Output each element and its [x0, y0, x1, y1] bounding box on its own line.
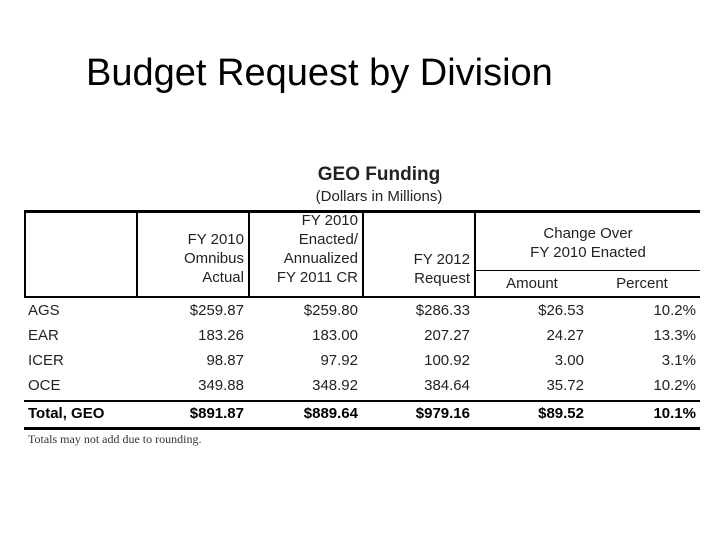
total-percent: 10.1%	[653, 405, 696, 422]
row-ear-amount: 24.27	[546, 327, 584, 344]
row-ags-fy2010-actual: $259.87	[189, 302, 244, 319]
total-fy2010-enacted: $889.64	[303, 405, 358, 422]
vrule-3	[248, 210, 250, 298]
row-icer-percent: 3.1%	[661, 352, 696, 369]
rule-total-top	[24, 400, 700, 402]
total-fy2012-request: $979.16	[415, 405, 470, 422]
row-oce-amount: 35.72	[546, 377, 584, 394]
slide-title: Budget Request by Division	[86, 52, 553, 94]
vrule-2	[136, 210, 138, 298]
header-fy2012-request: FY 2012 Request	[413, 251, 470, 287]
row-ear-percent: 13.3%	[653, 327, 696, 344]
row-ear-fy2010-actual: 183.26	[198, 327, 244, 344]
rule-bottom	[24, 427, 700, 430]
row-ags-fy2010-enacted: $259.80	[303, 302, 358, 319]
total-fy2010-actual: $891.87	[189, 405, 244, 422]
row-oce-fy2012-request: 384.64	[424, 377, 470, 394]
total-amount: $89.52	[538, 405, 584, 422]
vrule-1	[24, 210, 26, 298]
row-ags-fy2012-request: $286.33	[415, 302, 470, 319]
vrule-5	[474, 210, 476, 298]
rounding-note: Totals may not add due to rounding.	[28, 432, 202, 446]
row-icer-fy2010-enacted: 97.92	[320, 352, 358, 369]
row-oce-division: OCE	[28, 377, 61, 394]
header-change-group: Change Over FY 2010 Enacted	[530, 225, 646, 261]
row-icer-fy2010-actual: 98.87	[206, 352, 244, 369]
row-icer-fy2012-request: 100.92	[424, 352, 470, 369]
table-subtitle: (Dollars in Millions)	[315, 188, 443, 205]
header-amount: Amount	[506, 275, 558, 292]
row-oce-percent: 10.2%	[653, 377, 696, 394]
row-ags-percent: 10.2%	[653, 302, 696, 319]
row-oce-fy2010-actual: 349.88	[198, 377, 244, 394]
total-division: Total, GEO	[28, 405, 105, 422]
vrule-4	[362, 210, 364, 298]
row-oce-fy2010-enacted: 348.92	[312, 377, 358, 394]
header-fy2010-actual: FY 2010 Omnibus Actual	[183, 231, 244, 286]
table-title: GEO Funding	[317, 164, 441, 185]
row-ear-division: EAR	[28, 327, 59, 344]
row-icer-amount: 3.00	[554, 352, 584, 369]
header-percent: Percent	[616, 275, 668, 292]
header-fy2010-enacted: FY 2010 Enacted/ Annualized FY 2011 CR	[276, 212, 358, 286]
table-grid	[24, 210, 700, 458]
row-icer-division: ICER	[28, 352, 64, 369]
rule-change-group	[476, 270, 700, 271]
row-ags-division: AGS	[28, 302, 60, 319]
row-ear-fy2012-request: 207.27	[424, 327, 470, 344]
row-ags-amount: $26.53	[538, 302, 584, 319]
row-ear-fy2010-enacted: 183.00	[312, 327, 358, 344]
